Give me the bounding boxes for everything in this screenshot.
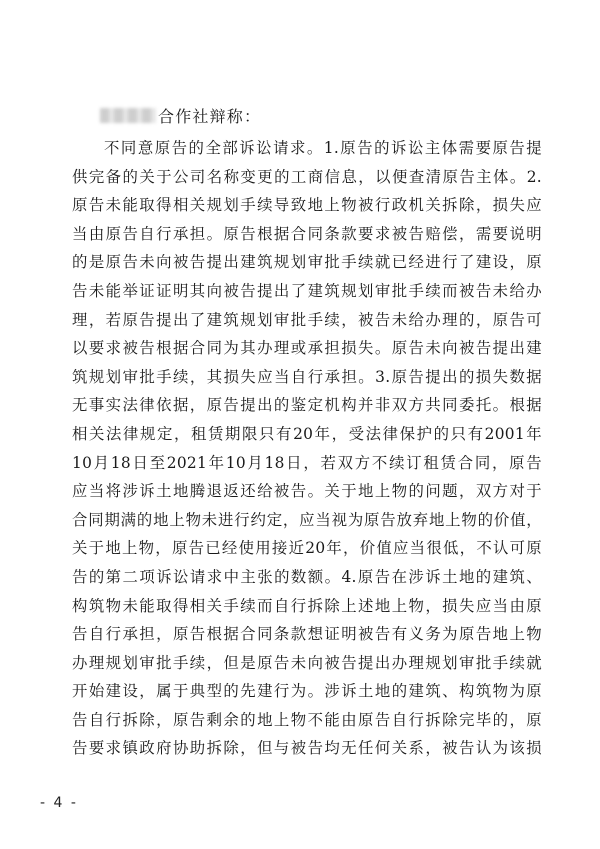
text-line-21: 告自行拆除，原告剩余的地上物不能由原告自行拆除完毕的，原 (72, 710, 542, 729)
text-line-3: 原告未能取得相关规划手续导致地上物被行政机关拆除，损失应 (72, 196, 542, 215)
defense-statement (72, 134, 542, 763)
text-line-8: 以要求被告根据合同为其办理或承担损失。原告未向被告提出建 (72, 339, 542, 358)
text-line-9: 筑规划审批手续，其损失应当自行承担。3.原告提出的损失数据 (72, 367, 542, 386)
text-line-22: 告要求镇政府协助拆除，但与被告均无任何关系，被告认为该损 (72, 739, 542, 758)
redacted-name-block (100, 108, 156, 123)
text-line-7: 理，若原告提出了建筑规划审批手续，被告未给办理的，原告可 (72, 310, 542, 329)
text-line-16: 告的第二项诉讼请求中主张的数额。4.原告在涉诉土地的建筑、 (72, 567, 542, 586)
text-line-18: 告自行承担，原告根据合同条款想证明被告有义务为原告地上物 (72, 625, 542, 644)
text-line-17: 构筑物未能取得相关手续而自行拆除上述地上物，损失应当由原 (72, 596, 542, 615)
text-line-15: 关于地上物，原告已经使用接近20年，价值应当很低，不认可原 (72, 539, 542, 558)
defendant-heading (100, 104, 261, 126)
text-line-12: 10月18日至2021年10月18日，若双方不续订租赁合同，原告 (72, 453, 542, 472)
text-line-1: 不同意原告的全部诉讼请求。1.原告的诉讼主体需要原告提 (104, 139, 542, 157)
text-line-10: 无事实法律依据，原告提出的鉴定机构并非双方共同委托。根据 (72, 396, 542, 415)
page-number: - 4 - (40, 795, 78, 811)
text-line-6: 告未能举证证明其向被告提出了建筑规划审批手续而被告未给办 (72, 281, 542, 300)
text-line-2: 供完备的关于公司名称变更的工商信息，以便查清原告主体。2. (72, 167, 542, 186)
text-line-5: 的是原告未向被告提出建筑规划审批手续就已经进行了建设，原 (72, 253, 542, 272)
heading-suffix: 合作社辩称： (158, 106, 262, 126)
text-line-14: 合同期满的地上物未进行约定，应当视为原告放弃地上物的价值， (72, 510, 542, 529)
text-line-20: 开始建设，属于典型的先建行为。涉诉土地的建筑、构筑物为原 (72, 682, 542, 701)
text-line-13: 应当将涉诉土地腾退返还给被告。关于地上物的问题，双方对于 (72, 482, 542, 501)
text-line-4: 当由原告自行承担。原告根据合同条款要求被告赔偿，需要说明 (72, 224, 542, 243)
text-line-11: 相关法律规定，租赁期限只有20年，受法律保护的只有2001年 (72, 424, 542, 443)
text-line-19: 办理规划审批手续，但是原告未向被告提出办理规划审批手续就 (72, 653, 542, 672)
